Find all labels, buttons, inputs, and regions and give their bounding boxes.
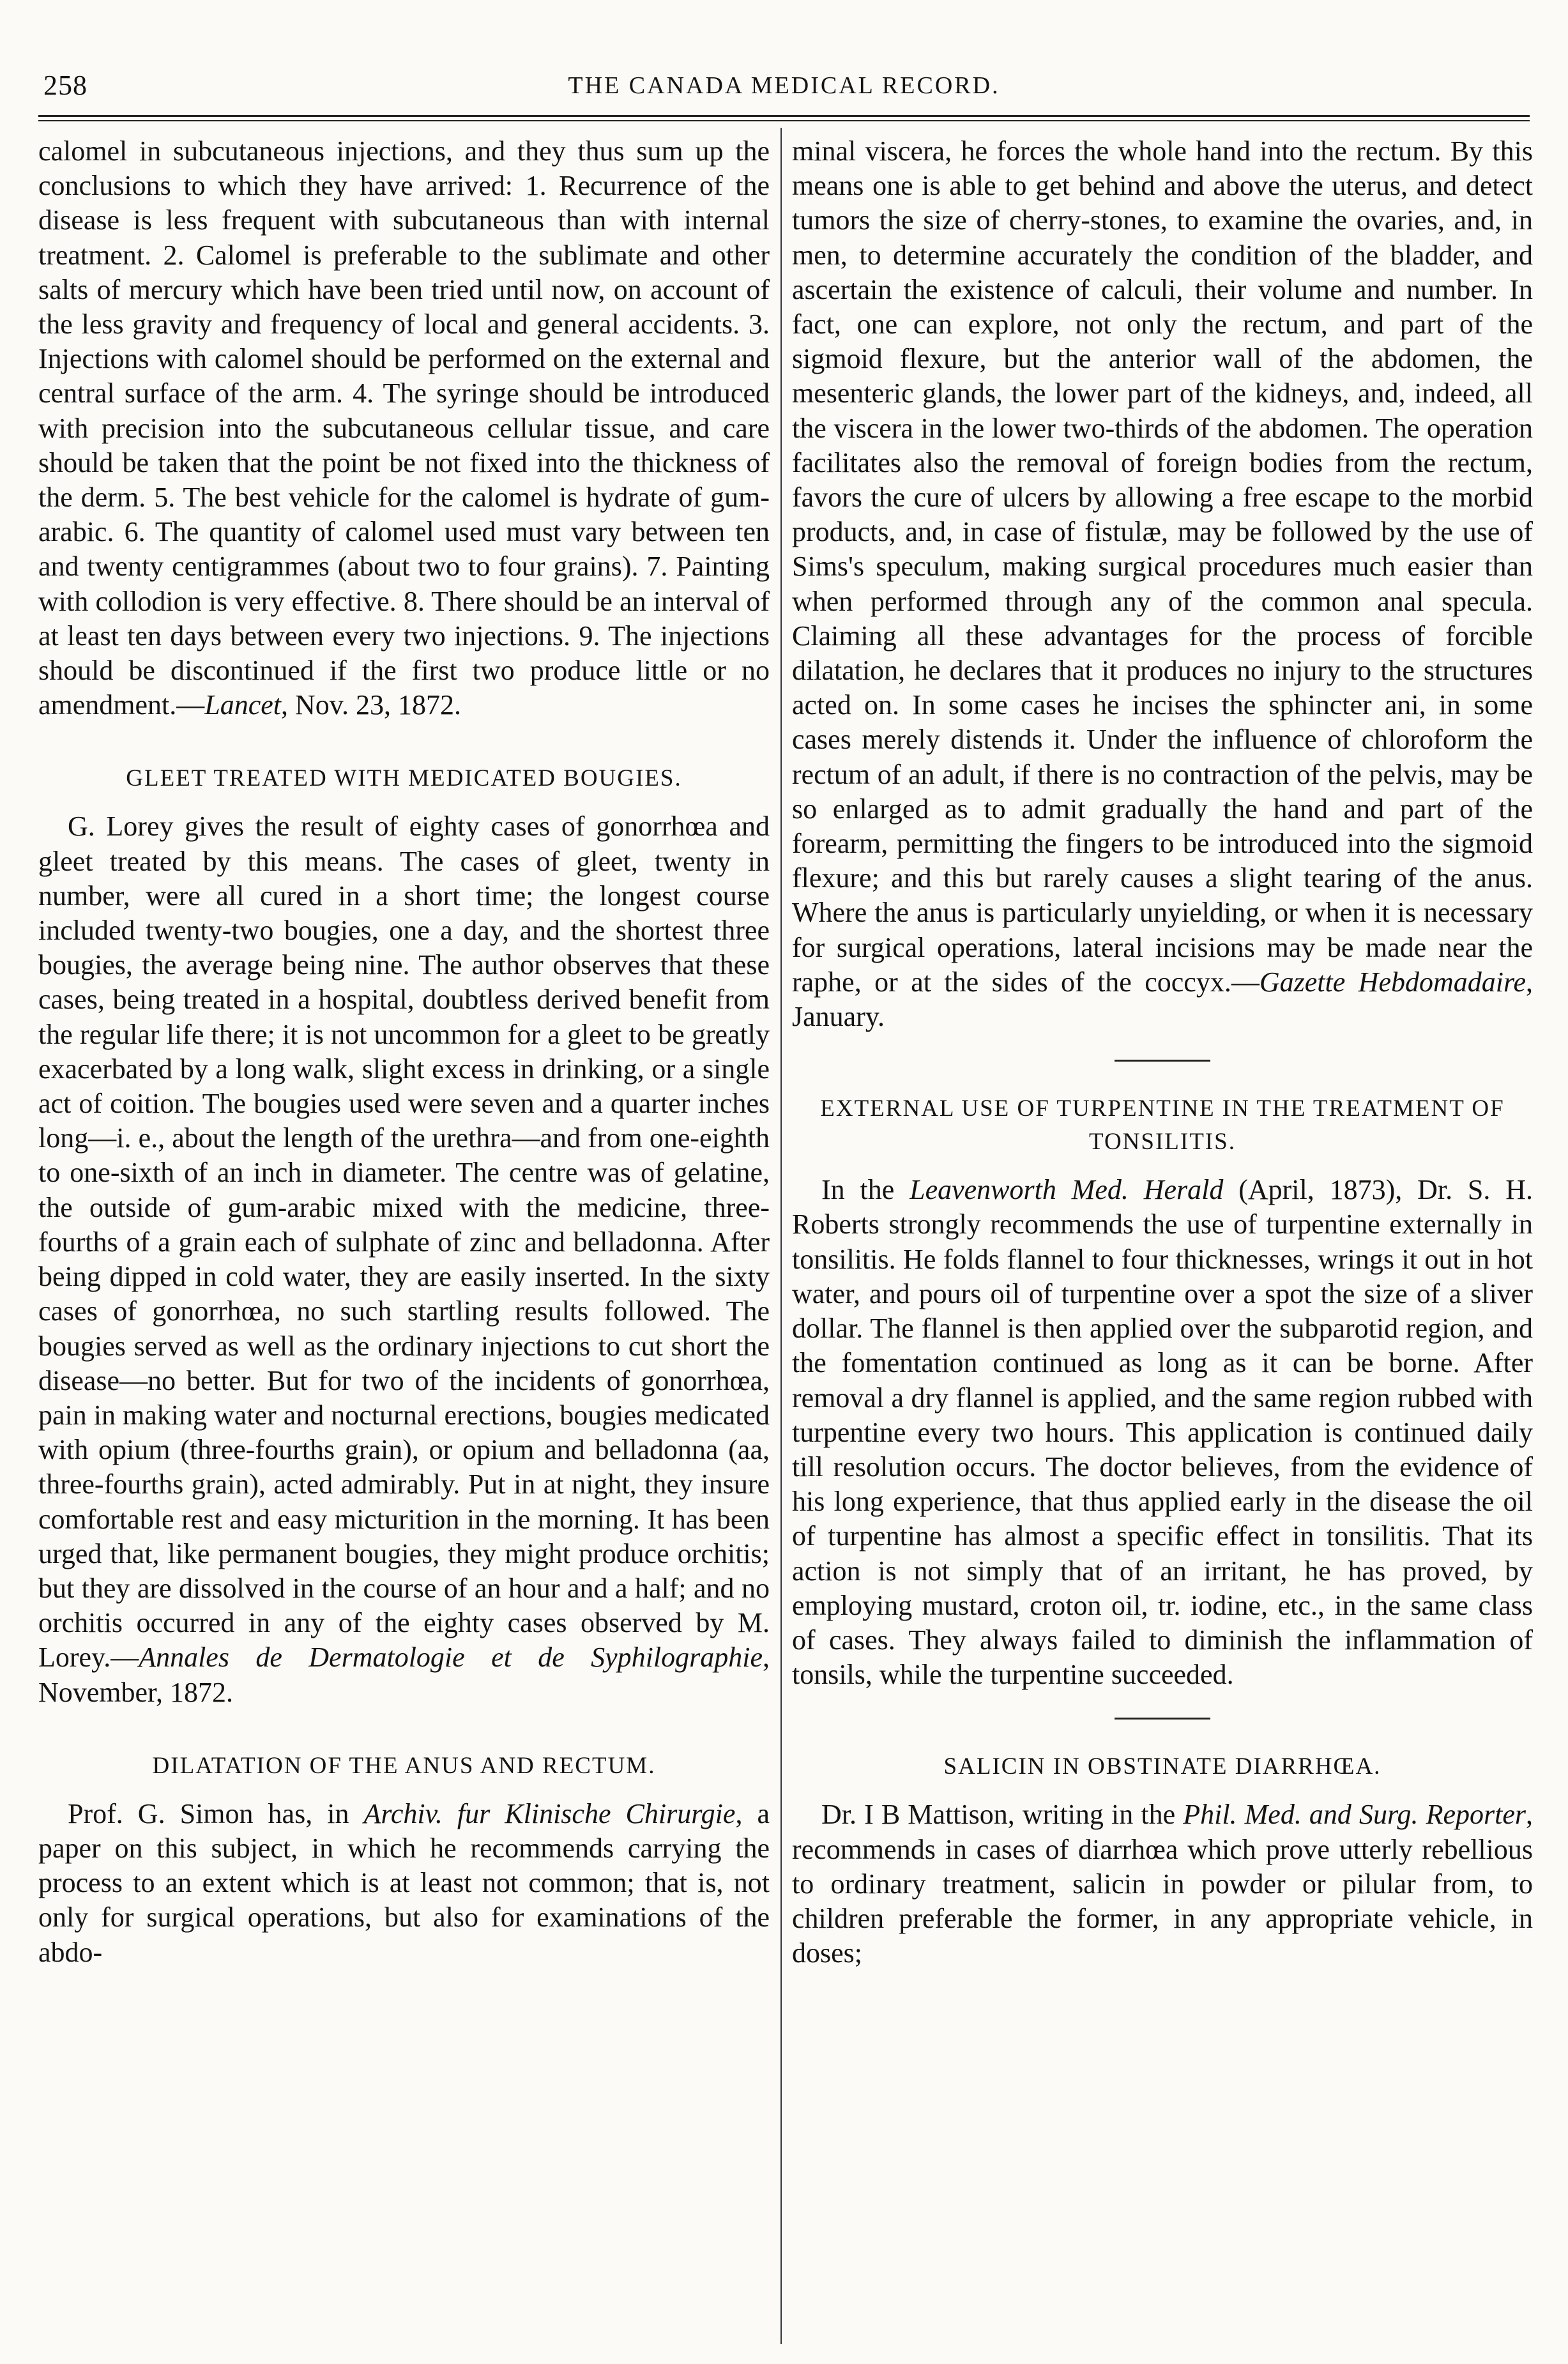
journal-name: Phil. Med. and Surg. Reporter [1183,1799,1526,1831]
header-rule-secondary [38,120,1530,121]
journal-name: Leavenworth Med. Herald [910,1174,1224,1206]
article-body-dilatation-continued: minal viscera, he forces the whole hand into the rectum. By this means one is able to get behind and above the uterus, and detect tumors the size of cherry-stones, to examine the ovaries, and, in men, to determine accurately the condition of the bladder, and ascertain the existence of calculi, their volume and number. In fact, one can explore, not only the rectum, and part of the sigmoid flexure, but the anterior wall of the abdomen, the mesenteric glands, the lower part of the kidneys, and, indeed, all the viscera in the lower two-thirds of the abdomen. The operation facilitates also the removal of foreign bodies from the rectum, favors the cure of ulcers by allowing a free escape to the morbid products, and, in case of fistulæ, may be followed by the use of Sims's speculum, making surgical procedures much easier than when performed through any of the common anal specula. Claiming all these advantages for the process of forcible dilatation, he declares that it produces no injury to the structures acted on. In some cases he incises the sphincter ani, in some cases merely distends it. Under the influence of chloroform the rectum of an adult, if there is no contraction of the pelvis, may be so enlarged as to admit gradually the hand and part of the forearm, permitting the fingers to be introduced into the sigmoid flexure; and this but rarely causes a slight tearing of the anus. Where the anus is particularly unyielding, or when it is necessary for surgical operations, lateral incisions may be made near the raphe, or at the sides of the coccyx.—Gazette Hebdomadaire, January. [792,135,1533,1033]
column-divider [780,128,782,2344]
article-body-dilatation: Prof. G. Simon has, in Archiv. fur Klinische Chirurgie, a paper on this subject, in which he recommends carrying the process to an extent which is at least not common; that is, not only for surgical operations, but also for examinations of the abdo- [38,1797,770,1968]
left-column [38,134,770,2344]
source-citation: Gazette Hebdomadaire [1259,966,1526,998]
source-citation: Annales de Dermatologie et de Syphilographie [139,1642,763,1674]
page-number: 258 [43,70,88,101]
article-body-gleet: G. Lorey gives the result of eighty cases of gonorrhœa and gleet treated by this means. The cases of gleet, twenty in number, were all cured in a short time; the longest course included twenty-two bougies, one a day, and the shortest three bougies, the average being nine. The author observes that these cases, being treated in a hospital, doubtless derived benefit from the regular life there; it is not uncommon for a gleet to be greatly exacerbated by a long walk, slight excess in drinking, or a single act of coition. The bougies used were seven and a quarter inches long—i. e., about the length of the urethra—and from one-eighth to one-sixth of an inch in diameter. The centre was of gelatine, the outside of gum-arabic mixed with the medicine, three-fourths of a grain each of sulphate of zinc and belladonna. After being dipped in cold water, they are easily inserted. In the sixty cases of gonorrhœa, no such startling results followed. The bougies served as well as the ordinary injections to cut short the disease—no better. But for two of the incidents of gonorrhœa, pain in making water and nocturnal erections, bougies medicated with opium (three-fourths grain), or opium and belladonna (aa, three-fourths grain), acted admirably. Put in at night, they insure comfortable rest and easy micturition in the morning. It has been urged that, like permanent bougies, they might produce orchitis; but they are dissolved in the course of an hour and a half; and no orchitis occurred in any of the eighty cases observed by M. Lorey.—Annales de Dermatologie et de Syphilographie, November, 1872. [38,811,770,1708]
running-title: THE CANADA MEDICAL RECORD. [568,72,1000,99]
right-column [792,134,1533,2344]
journal-name: Archiv. fur Klinische Chirurgie [363,1797,736,1829]
page-header [0,0,1568,115]
source-citation: Lancet [204,689,282,721]
continued-paragraph: calomel in subcutaneous injections, and they thus sum up the conclusions to which they have arrived: 1. Recurrence of the disease is less frequent with subcutaneous than with internal treatment. 2. Calomel is preferable to the sublimate and other salts of mercury which have been tried until now, on account of the less gravity and frequency of local and general accidents. 3. Injections with calomel should be performed on the external and central surface of the arm. 4. The syringe should be introduced with precision into the subcutaneous cellular tissue, and care should be taken that the point be not fixed into the thickness of the derm. 5. The best vehicle for the calomel is hydrate of gum-arabic. 6. The quantity of calomel used must vary between ten and twenty centigrammes (about two to four grains). 7. Painting with collodion is very effective. 8. There should be an interval of at least ten days between every two injections. 9. The injections should be discontinued if the first two produce little or no amendment.—Lancet, Nov. 23, 1872. [38,135,770,721]
article-title-dilatation: DILATATION OF THE ANUS AND RECTUM. [152,1752,656,1779]
article-title-gleet: GLEET TREATED WITH MEDICATED BOUGIES. [126,765,682,792]
header-rule [38,115,1530,117]
article-body-salicin: Dr. I B Mattison, writing in the Phil. Med. and Surg. Reporter, recommends in cases of diarrhœa which prove utterly rebellious to ordinary treatment, salicin in powder or pilular from, to children preferable the former, in any appropriate vehicle, in doses; [792,1799,1533,1969]
article-title-salicin: SALICIN IN OBSTINATE DIARRHŒA. [943,1753,1382,1780]
article-title-turpentine: EXTERNAL USE OF TURPENTINE IN THE TREATMENT OF TONSILITIS. [820,1095,1505,1155]
article-body-turpentine: In the Leavenworth Med. Herald (April, 1873), Dr. S. H. Roberts strongly recommends the use of turpentine externally in tonsilitis. He folds flannel to four thicknesses, wrings it out in hot water, and pours oil of turpentine over a spot the size of a sliver dollar. The flannel is then applied over the subparotid region, and the fomentation continued as long as it can be borne. After removal a dry flannel is applied, and the same region rubbed with turpentine every two hours. This application is continued daily till resolution occurs. The doctor believes, from the evidence of his long experience, that thus applied early in the disease the oil of turpentine has almost a specific effect in tonsilitis. That its action is not simply that of an irritant, he has proved, by employing mustard, croton oil, tr. iodine, etc., in the same class of cases. They always failed to diminish the inflammation of tonsils, while the turpentine succeeded. [792,1174,1533,1691]
